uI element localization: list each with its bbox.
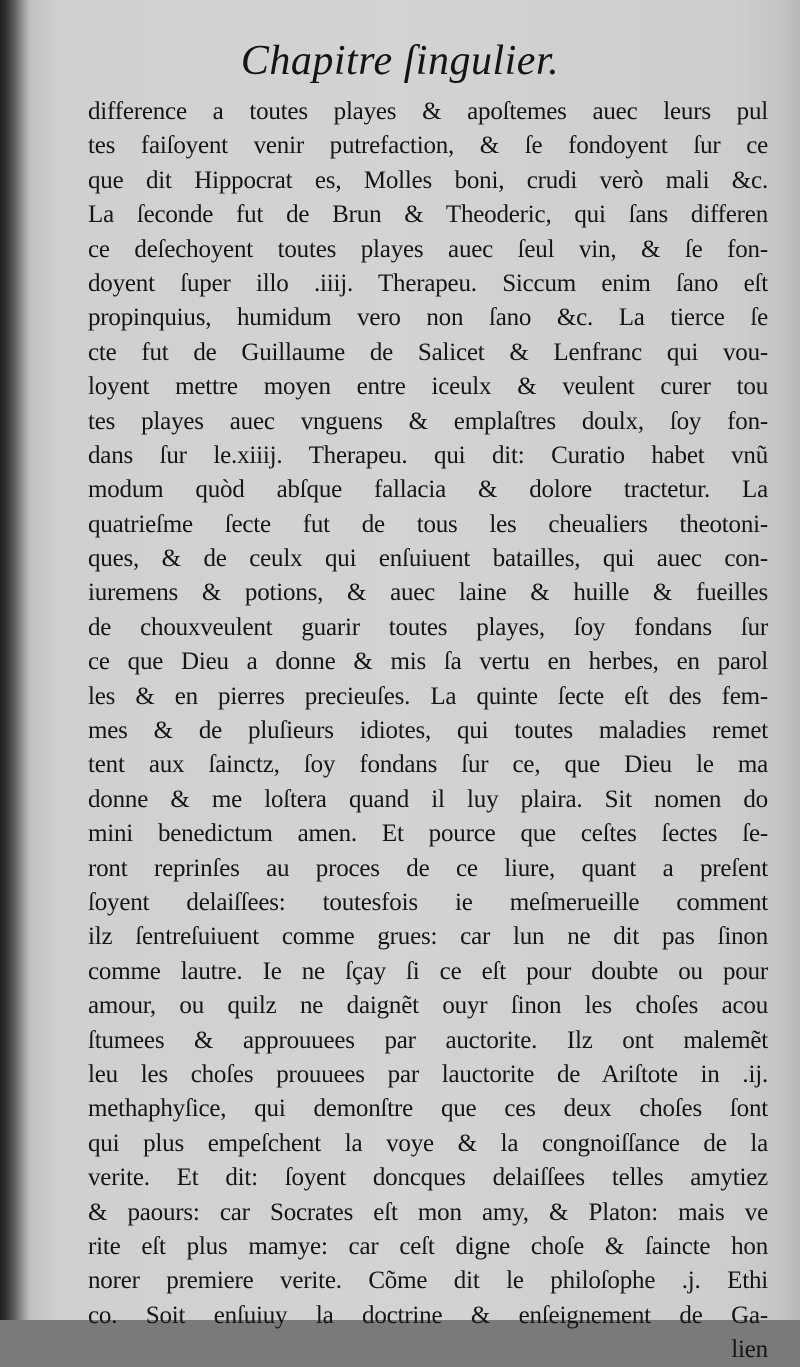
text-line: cte fut de Guillaume de Salicet & Lenfranc qui vou- bbox=[88, 338, 768, 366]
text-line: rite eſt plus mamye: car ceſt digne choſe & ſaincte hon bbox=[88, 1232, 768, 1260]
text-line: dans ſur le.xiiij. Therapeu. qui dit: Curatio habet vnũ bbox=[88, 441, 768, 469]
text-line: lien bbox=[731, 1336, 768, 1364]
text-line: co. Soit enſuiuy la doctrine & enſeignement de Ga- bbox=[88, 1301, 768, 1329]
text-line: doyent ſuper illo .iiij. Therapeu. Siccum enim ſano eſt bbox=[88, 269, 768, 297]
text-line: tes faiſoyent venir putrefaction, & ſe fondoyent ſur ce bbox=[88, 132, 768, 160]
text-line: les & en pierres precieuſes. La quinte ſecte eſt des fem- bbox=[88, 682, 768, 710]
text-line: La ſeconde fut de Brun & Theoderic, qui ſans differen bbox=[88, 201, 768, 229]
text-line: & paours: car Socrates eſt mon amy, & Platon: mais ve bbox=[88, 1198, 768, 1226]
text-line: iuremens & potions, & auec laine & huille & fueilles bbox=[88, 579, 768, 607]
binding-shadow bbox=[0, 0, 30, 1320]
text-line: mes & de pluſieurs idiotes, qui toutes maladies remet bbox=[88, 717, 768, 745]
text-line: ſoyent delaiſſees: toutesfois ie meſmerueille comment bbox=[88, 888, 768, 916]
text-line: ce que Dieu a donne & mis ſa vertu en herbes, en parol bbox=[88, 648, 768, 676]
text-line: propinquius, humidum vero non ſano &c. La tierce ſe bbox=[88, 304, 768, 332]
text-line: amour, ou quilz ne daignẽt ouyr ſinon les choſes acou bbox=[88, 992, 768, 1020]
text-line: quatrieſme ſecte fut de tous les cheualiers theotoni- bbox=[88, 510, 768, 538]
text-line: loyent mettre moyen entre iceulx & veulent curer tou bbox=[88, 373, 768, 401]
text-line: ront reprinſes au proces de ce liure, quant a preſent bbox=[88, 854, 768, 882]
text-line: tes playes auec vnguens & emplaſtres doulx, ſoy fon- bbox=[88, 407, 768, 435]
body-text bbox=[88, 95, 768, 1367]
text-line: ilz ſentreſuiuent comme grues: car lun ne dit pas ſinon bbox=[88, 923, 768, 951]
text-line: donne & me loſtera quand il luy plaira. Sit nomen do bbox=[88, 785, 768, 813]
text-line: difference a toutes playes & apoſtemes auec leurs pul bbox=[88, 98, 768, 125]
text-line: tent aux ſainctz, ſoy fondans ſur ce, que Dieu le ma bbox=[88, 751, 768, 779]
text-line: ſtumees & approuuees par auctorite. Ilz ont malemẽt bbox=[88, 1026, 768, 1054]
text-line: de chouxveulent guarir toutes playes, ſoy fondans ſur bbox=[88, 613, 768, 641]
text-line: mini benedictum amen. Et pource que ceſtes ſectes ſe- bbox=[88, 820, 768, 848]
running-head: Chapitre ſingulier. bbox=[240, 38, 560, 84]
text-line: ce deſechoyent toutes playes auec ſeul vin, & ſe fon- bbox=[88, 235, 768, 263]
text-line: norer premiere verite. Cõme dit le philoſophe .j. Ethi bbox=[88, 1267, 768, 1295]
text-line: leu les choſes prouuees par lauctorite de Ariſtote in .ij. bbox=[88, 1060, 768, 1088]
text-line: ques, & de ceulx qui enſuiuent batailles, qui auec con- bbox=[88, 545, 768, 573]
text-line: que dit Hippocrat es, Molles boni, crudi verò mali &c. bbox=[88, 166, 768, 194]
text-line: verite. Et dit: ſoyent doncques delaiſſees telles amytiez bbox=[88, 1164, 768, 1192]
text-line: comme lautre. Ie ne ſçay ſi ce eſt pour doubte ou pour bbox=[88, 957, 768, 985]
text-line: qui plus empeſchent la voye & la congnoiſſance de la bbox=[88, 1129, 768, 1157]
text-line: methaphyſice, qui demonſtre que ces deux choſes ſont bbox=[88, 1095, 768, 1123]
text-line: modum quòd abſque fallacia & dolore tractetur. La bbox=[88, 476, 768, 504]
